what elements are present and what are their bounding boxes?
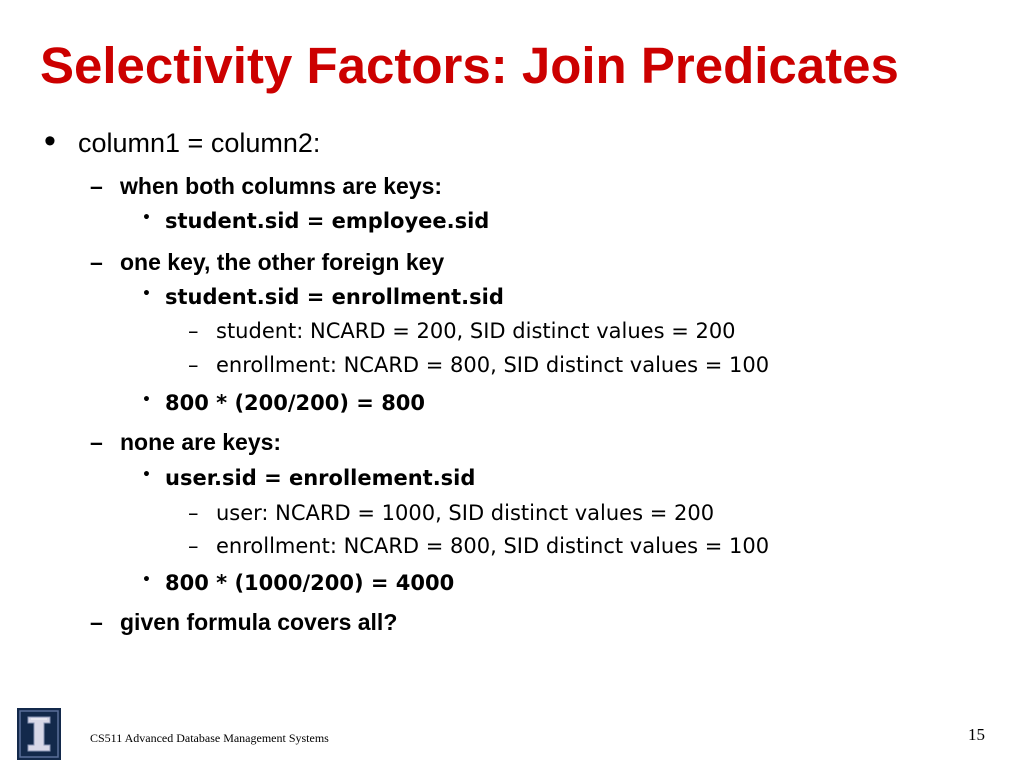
level4-text: enrollment: NCARD = 800, SID distinct values = 100	[216, 353, 770, 377]
sub-sub-bullet-marker: •	[142, 467, 151, 483]
sub-sub-bullet-marker: •	[142, 210, 151, 226]
level4-marker: –	[188, 534, 199, 558]
footer-course-name: CS511 Advanced Database Management Systems	[90, 731, 329, 745]
sub-bullet-marker: –	[90, 429, 103, 455]
sub-sub-bullet-marker: •	[142, 286, 151, 302]
level4-marker: –	[188, 501, 199, 525]
level4-text: enrollment: NCARD = 800, SID distinct values = 100	[216, 534, 770, 558]
slide-title: Selectivity Factors: Join Predicates	[40, 37, 899, 94]
sub-sub-bullet-marker: •	[142, 392, 151, 408]
sub-bullet-marker: –	[90, 249, 103, 275]
sub-sub-bullet-text: student.sid = enrollment.sid	[165, 285, 504, 309]
sub-bullet-text: given formula covers all?	[120, 609, 398, 635]
bullet-text: column1 = column2:	[78, 128, 321, 158]
sub-sub-bullet-text: student.sid = employee.sid	[165, 209, 490, 233]
sub-sub-bullet-text: user.sid = enrollement.sid	[165, 466, 476, 490]
sub-bullet-text: none are keys:	[120, 429, 282, 455]
sub-sub-bullet-marker: •	[142, 572, 151, 588]
sub-sub-bullet-text: 800 * (1000/200) = 4000	[165, 571, 455, 595]
sub-bullet-marker: –	[90, 609, 103, 635]
level4-marker: –	[188, 353, 199, 377]
level4-marker: –	[188, 319, 199, 343]
page-number: 15	[968, 725, 985, 744]
university-logo-icon	[17, 708, 61, 760]
level4-text: student: NCARD = 200, SID distinct values = 200	[216, 319, 736, 343]
bullet-marker: •	[44, 122, 56, 160]
sub-bullet-marker: –	[90, 173, 103, 199]
level4-text: user: NCARD = 1000, SID distinct values = 200	[216, 501, 715, 525]
sub-bullet-text: when both columns are keys:	[120, 173, 443, 199]
sub-bullet-text: one key, the other foreign key	[120, 249, 445, 275]
sub-sub-bullet-text: 800 * (200/200) = 800	[165, 391, 426, 415]
